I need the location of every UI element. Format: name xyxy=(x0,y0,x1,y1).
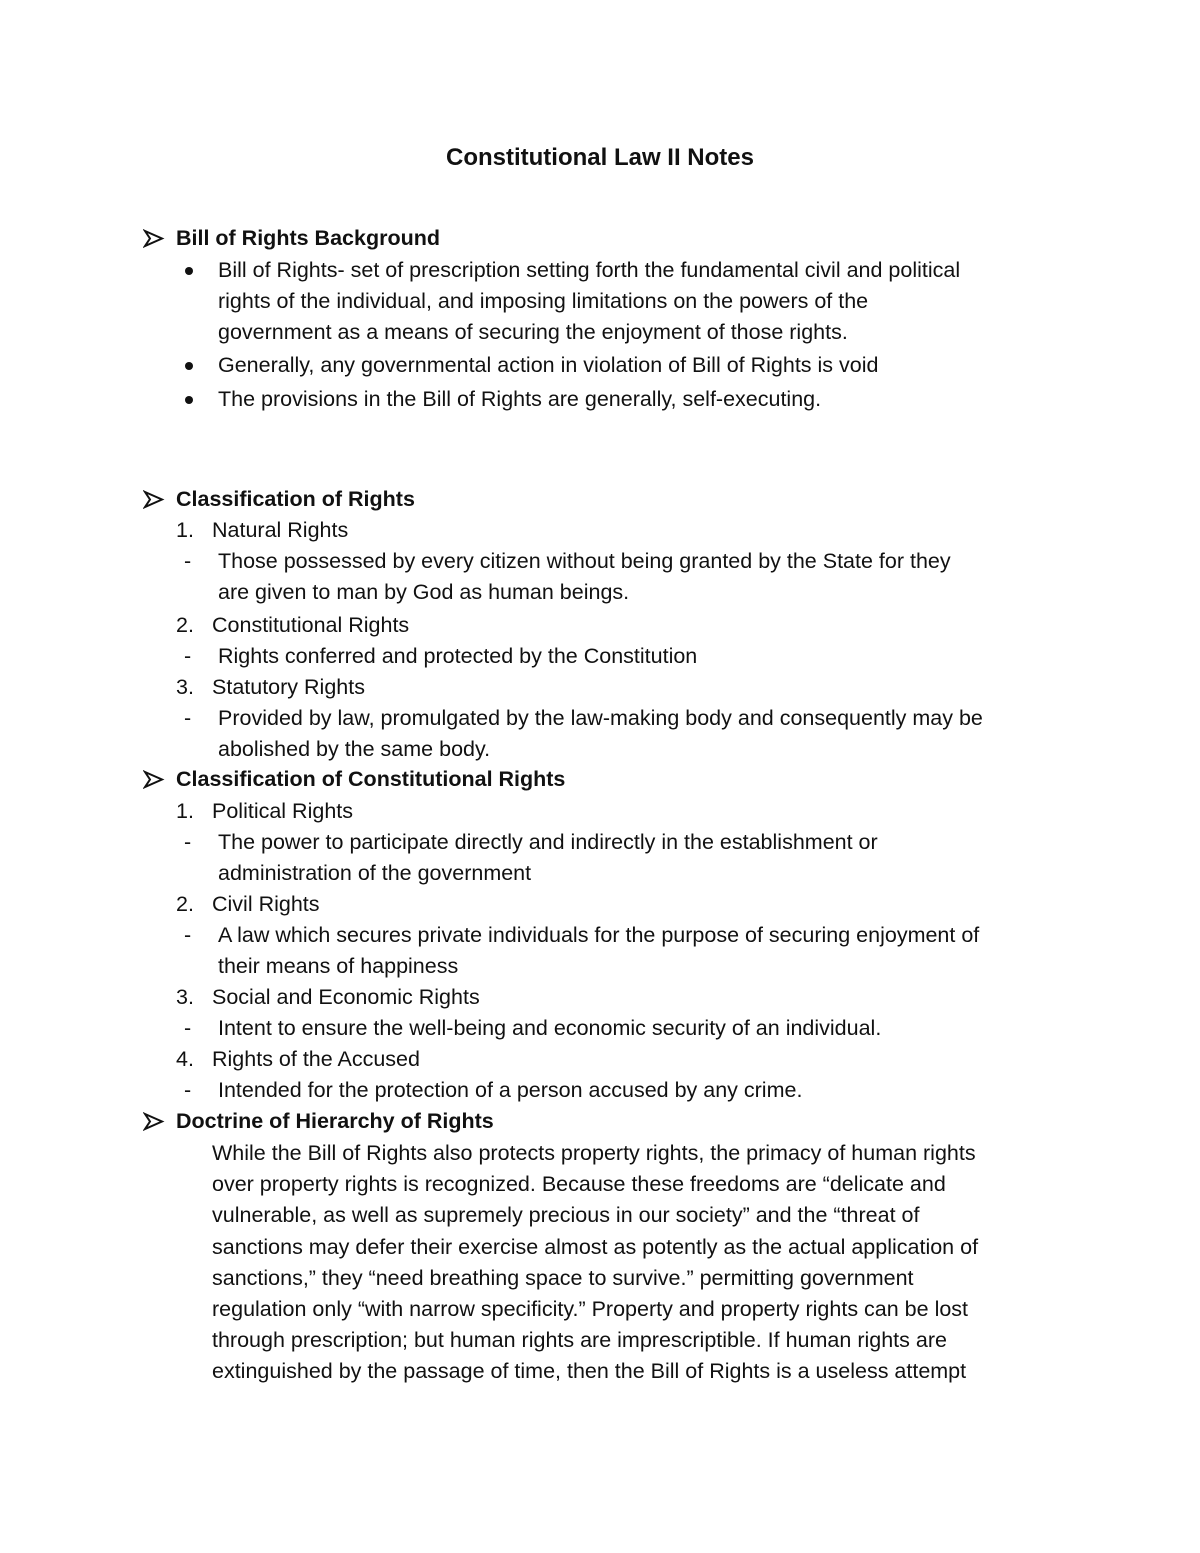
arrow-bullet-icon xyxy=(143,764,165,795)
list-item-desc: their means of happiness xyxy=(218,954,459,978)
section-heading: Doctrine of Hierarchy of Rights xyxy=(176,1109,494,1133)
list-item-desc: A law which secures private individuals for the purpose of securing enjoyment of xyxy=(218,923,980,947)
list-item-desc: The power to participate directly and indirectly in the establishment or xyxy=(218,830,878,854)
bullet-icon xyxy=(185,362,193,370)
list-number: 4. xyxy=(176,1047,194,1071)
arrow-bullet-icon xyxy=(143,1106,165,1137)
section-heading: Bill of Rights Background xyxy=(176,226,440,250)
list-item-label: Natural Rights xyxy=(212,518,349,542)
paragraph-line: through prescription; but human rights are imprescriptible. If human rights are xyxy=(212,1328,947,1352)
list-number: 3. xyxy=(176,985,194,1009)
list-item-label: Social and Economic Rights xyxy=(212,985,480,1009)
paragraph-line: regulation only “with narrow specificity.” Property and property rights can be lost xyxy=(212,1297,969,1321)
dash-marker: - xyxy=(184,706,192,730)
list-item-desc: Intended for the protection of a person accused by any crime. xyxy=(218,1078,803,1102)
paragraph-line: over property rights is recognized. Because these freedoms are “delicate and xyxy=(212,1172,946,1196)
list-item-label: Statutory Rights xyxy=(212,675,365,699)
list-number: 2. xyxy=(176,892,194,916)
list-item-desc: Provided by law, promulgated by the law-making body and consequently may be xyxy=(218,706,983,730)
list-item-label: Rights of the Accused xyxy=(212,1047,420,1071)
arrow-bullet-icon xyxy=(143,223,165,254)
paragraph-line: vulnerable, as well as supremely precious in our society” and the “threat of xyxy=(212,1203,920,1227)
bullet-text: Generally, any governmental action in violation of Bill of Rights is void xyxy=(218,353,879,377)
list-item-label: Civil Rights xyxy=(212,892,320,916)
list-item-desc: Intent to ensure the well-being and economic security of an individual. xyxy=(218,1016,882,1040)
list-number: 3. xyxy=(176,675,194,699)
paragraph-line: extinguished by the passage of time, then the Bill of Rights is a useless attempt xyxy=(212,1359,967,1383)
dash-marker: - xyxy=(184,923,192,947)
section-heading: Classification of Rights xyxy=(176,487,415,511)
dash-marker: - xyxy=(184,644,192,668)
list-number: 1. xyxy=(176,518,194,542)
list-number: 2. xyxy=(176,613,194,637)
list-item-desc: are given to man by God as human beings. xyxy=(218,580,630,604)
paragraph-line: While the Bill of Rights also protects property rights, the primacy of human rights xyxy=(212,1141,976,1165)
paragraph-line: sanctions may defer their exercise almost as potently as the actual application of xyxy=(212,1235,979,1259)
bullet-icon xyxy=(185,396,193,404)
arrow-bullet-icon xyxy=(143,484,165,515)
list-item-desc: abolished by the same body. xyxy=(218,737,491,761)
dash-marker: - xyxy=(184,1078,192,1102)
list-number: 1. xyxy=(176,799,194,823)
list-item-label: Constitutional Rights xyxy=(212,613,410,637)
bullet-text: Bill of Rights- set of prescription setting forth the fundamental civil and political xyxy=(218,258,961,282)
page-title: Constitutional Law II Notes xyxy=(445,144,754,171)
dash-marker: - xyxy=(184,830,192,854)
bullet-icon xyxy=(185,267,193,275)
list-item-desc: administration of the government xyxy=(218,861,532,885)
list-item-label: Political Rights xyxy=(212,799,353,823)
dash-marker: - xyxy=(184,549,192,573)
bullet-text: rights of the individual, and imposing limitations on the powers of the xyxy=(218,289,869,313)
section-heading: Classification of Constitutional Rights xyxy=(176,767,566,791)
bullet-text: The provisions in the Bill of Rights are generally, self-executing. xyxy=(218,387,822,411)
list-item-desc: Rights conferred and protected by the Constitution xyxy=(218,644,698,668)
dash-marker: - xyxy=(184,1016,192,1040)
paragraph-line: sanctions,” they “need breathing space to survive.” permitting government xyxy=(212,1266,914,1290)
list-item-desc: Those possessed by every citizen without being granted by the State for they xyxy=(218,549,951,573)
bullet-text: government as a means of securing the enjoyment of those rights. xyxy=(218,320,848,344)
